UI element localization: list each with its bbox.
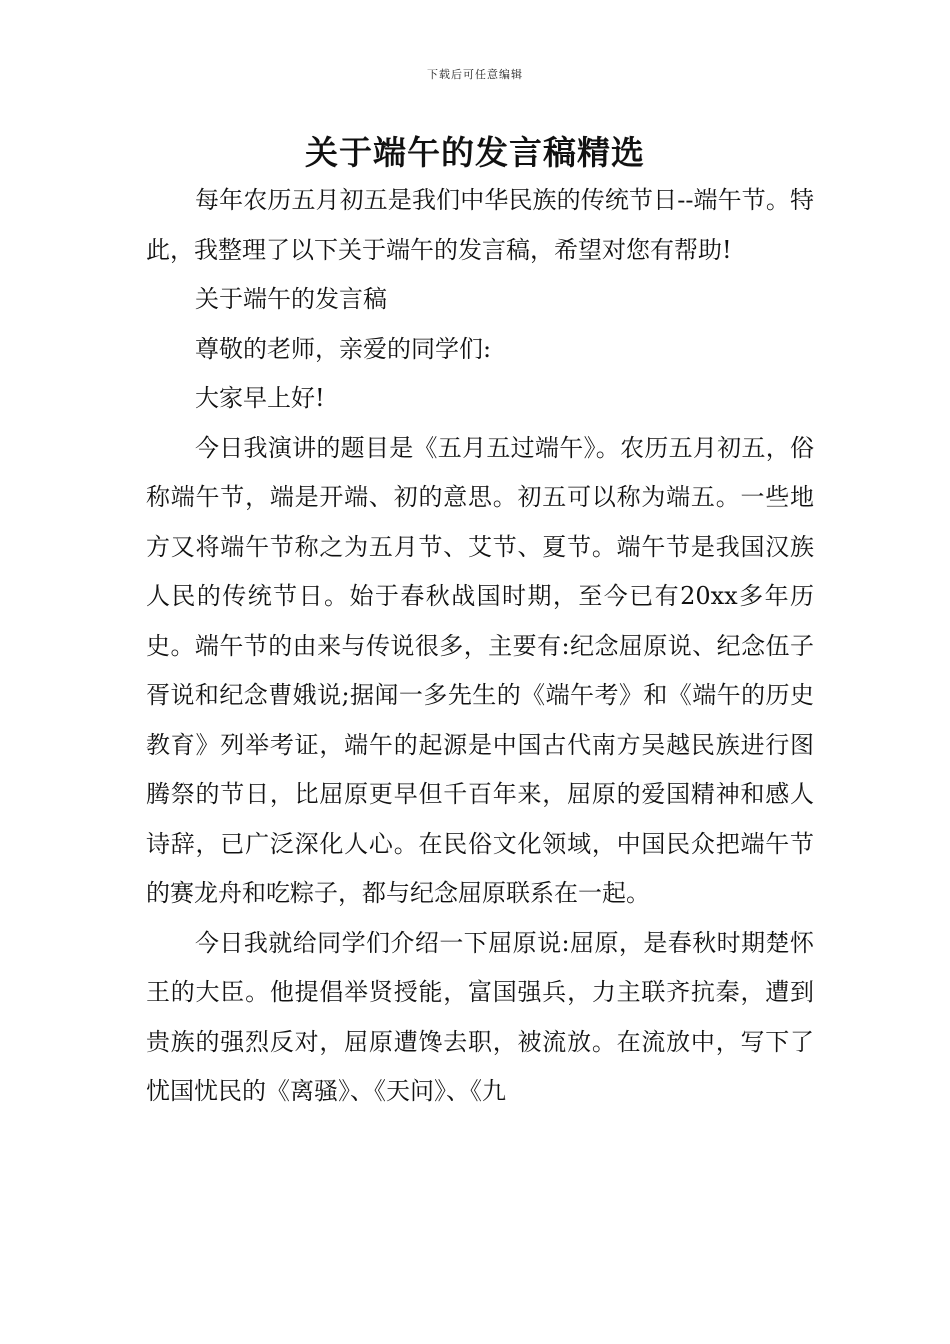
body-paragraph: 今日我就给同学们介绍一下屈原说:屈原，是春秋时期楚怀王的大臣。他提倡举贤授能，富国强兵，力主联齐抗秦，遭到贵族的强烈反对，屈原遭馋去职，被流放。在流放中，写下了忧国忧民的《离骚》、《天问》、《九 [146, 928, 814, 1105]
page-title: 关于端午的发言稿精选 [305, 133, 645, 172]
greeting: 大家早上好! [195, 384, 325, 412]
intro-paragraph: 每年农历五月初五是我们中华民族的传统节日--端午节。特此，我整理了以下关于端午的发言稿，希望对您有帮助! [146, 186, 814, 264]
document-body [146, 176, 814, 1117]
speech-heading: 关于端午的发言稿 [195, 285, 387, 313]
body-paragraph: 今日我演讲的题目是《五月五过端午》。农历五月初五，俗称端午节，端是开端、初的意思。初五可以称为端五。一些地方又将端午节称之为五月节、艾节、夏节。端午节是我国汉族人民的传统节日。始于春秋战国时期，至今已有20xx多年历史。端午节的由来与传说很多，主要有:纪念屈原说、纪念伍子胥说和纪念曹娥说;据闻一多先生的《端午考》和《端午的历史教育》列举考证，端午的起源是中国古代南方吴越民族进行图腾祭的节日，比屈原更早但千百年来，屈原的爱国精神和感人诗辞，已广泛深化人心。在民俗文化领域，中国民众把端午节的赛龙舟和吃粽子，都与纪念屈原联系在一起。 [146, 433, 814, 907]
header-note: 下载后可任意编辑 [427, 68, 523, 81]
salutation: 尊敬的老师，亲爱的同学们: [195, 334, 492, 363]
